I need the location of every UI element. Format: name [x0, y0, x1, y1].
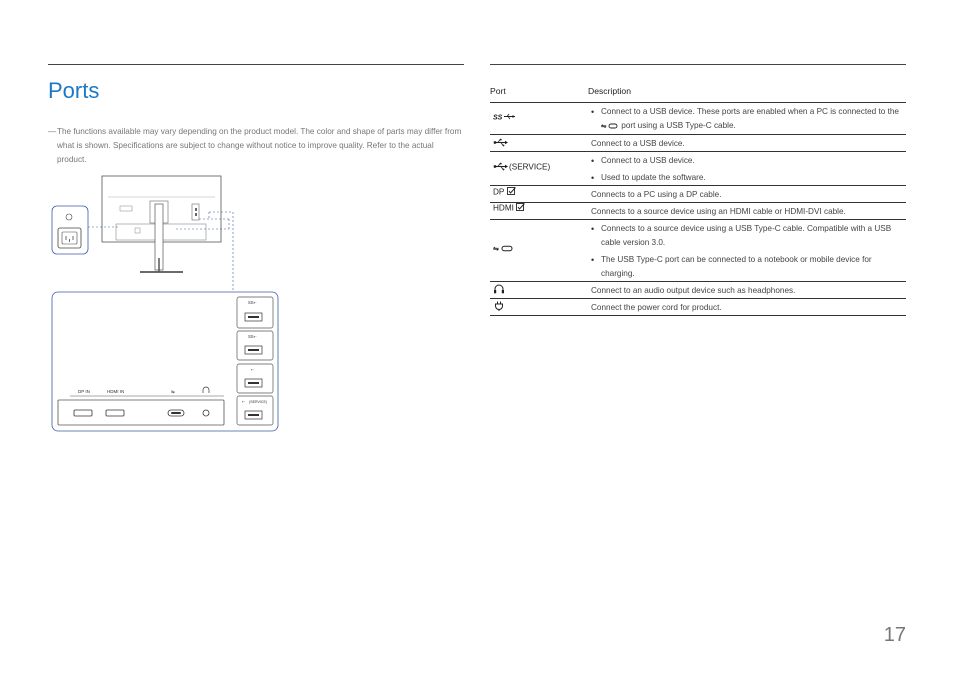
page-title: Ports — [48, 78, 100, 103]
svg-text:SS⇠: SS⇠ — [248, 334, 258, 339]
svg-text:SS⇠: SS⇠ — [248, 300, 258, 305]
table-row — [490, 220, 906, 282]
svg-text:⇋: ⇋ — [171, 389, 175, 394]
hdmi-in-icon: HDMI — [493, 203, 525, 212]
headphone-icon — [493, 284, 505, 294]
service-label: (SERVICE) — [509, 162, 551, 172]
table-row — [490, 299, 906, 316]
page-number: 17 — [883, 624, 906, 646]
row-description: Connects to a source device using an HDMI cable or HDMI-DVI cable. — [591, 207, 846, 216]
note-dash: ― — [48, 127, 57, 136]
svg-text:⇋: ⇋ — [493, 246, 499, 254]
list-item: • Used to update the software. — [591, 171, 906, 185]
list-item: • Connect to a USB device. — [591, 154, 906, 168]
panel-service-label: (SERVICE) — [249, 400, 268, 404]
usb-icon — [493, 138, 509, 147]
hdmi-in-label: HDMI IN — [107, 389, 125, 394]
usb-c-icon — [493, 244, 513, 253]
table-row — [490, 282, 906, 299]
table-header — [490, 84, 906, 103]
table-row — [490, 152, 906, 186]
svg-text:⇠: ⇠ — [242, 399, 246, 404]
usb-icon — [493, 162, 509, 171]
svg-text:⇠: ⇠ — [251, 367, 255, 372]
ports-table — [490, 84, 906, 316]
svg-text:⇋: ⇋ — [601, 123, 607, 130]
usb-c-inline-icon — [601, 122, 619, 130]
list-item: • The USB Type-C port can be connected to a notebook or mobile device for charging. — [591, 253, 906, 281]
usb-superspeed-icon — [493, 112, 517, 121]
table-row — [490, 186, 906, 203]
dp-in-label: DP IN — [78, 389, 90, 394]
header-description: Description — [588, 86, 631, 96]
row-description: Connect to an audio output device such as headphones. — [591, 286, 796, 295]
list-item: • Connect to a USB device. These ports are enabled when a PC is connected to the ⇋ port using a USB Type-C cable. — [591, 105, 906, 133]
header-port: Port — [490, 86, 506, 96]
row-description: Connect the power cord for product. — [591, 303, 722, 312]
row-description: Connect to a USB device. — [591, 139, 685, 148]
note-text: The functions available may vary depending on the product model. The color and shape of parts may differ from what is shown. Specifications are subject to change without notice to improve quality. Refer to the actual product. — [57, 127, 462, 164]
table-row — [490, 203, 906, 220]
table-row — [490, 135, 906, 152]
svg-text:SS: SS — [493, 114, 503, 122]
list-item: • Connects to a source device using a USB Type-C cable. Compatible with a USB cable version 3.0. — [591, 222, 906, 250]
dp-in-icon: DP — [493, 187, 516, 196]
power-inset-box — [52, 206, 88, 254]
table-row — [490, 103, 906, 135]
row-description: Connects to a PC using a DP cable. — [591, 190, 722, 199]
power-plug-icon — [493, 301, 505, 311]
